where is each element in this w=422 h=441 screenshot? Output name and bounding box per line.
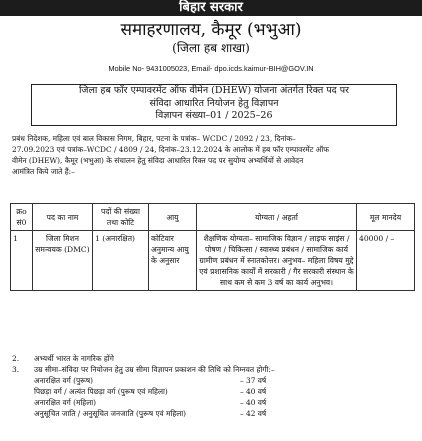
age-limit-row bbox=[12, 386, 412, 397]
table-header-row bbox=[11, 204, 415, 231]
header-count: पदों की संख्या तथा कोटि bbox=[93, 204, 149, 231]
header-post: पद का नाम bbox=[33, 204, 93, 231]
notice-line-1: जिला हब फॉर एम्पावरमेंट ऑफ वीमेन (DHEW) योजना अंतर्गत रिक्त पद पर bbox=[78, 85, 350, 96]
intro-paragraph bbox=[12, 133, 412, 177]
header-age: आयु bbox=[149, 204, 197, 231]
note-number: 2. bbox=[12, 354, 20, 363]
notice-box bbox=[31, 84, 397, 126]
intro-line: आमंत्रित किये जाते हैं:– bbox=[12, 167, 75, 176]
cell-post: जिला मिशन समन्वयक (DMC) bbox=[33, 231, 93, 291]
age-limit-category: अनुसूचित जाति / अनुसूचित जनजाति (पुरूष एवं महिला) bbox=[34, 409, 187, 418]
cell-serial: 1 bbox=[11, 231, 33, 291]
banner-text bbox=[0, 0, 422, 16]
cell-count: 1 (अनारक्षित) bbox=[93, 231, 149, 291]
contact-line: Mobile No- 9431005023, Email- dpo.icds.kaimur-BIH@GOV.IN bbox=[108, 64, 314, 73]
age-limit-value: – 40 वर्ष bbox=[240, 398, 267, 407]
age-limit-row bbox=[12, 397, 412, 408]
header-banner bbox=[0, 0, 422, 16]
age-limit-category: अनारक्षित वर्ग (महिला) bbox=[34, 398, 97, 407]
branch-subtitle: (जिला हब शाखा) bbox=[172, 41, 250, 55]
header-qualification: योग्यता / अहर्ता bbox=[197, 204, 357, 231]
vacancy-table bbox=[10, 203, 415, 291]
notice-line-2: संविदा आधारित नियोजन हेतु विज्ञापन bbox=[149, 97, 279, 109]
note-item bbox=[12, 353, 412, 364]
note-text: उम्र सीमा–संविदा पर नियोजन हेतु उम्र सीमा विज्ञापन प्रकाशन की तिथि को निम्नवत होगी:– bbox=[34, 365, 275, 374]
age-limit-category: पिछड़ा वर्ग / अत्यंत पिछड़ा वर्ग (पुरूष एवं महिला) bbox=[34, 387, 168, 396]
intro-line: 27.09.2023 एवं पत्रांक–WCDC / 4809 / 24, दिनांक–23.12.2024 के आलोक में हब फॉर एम्पावरमेंट ऑफ bbox=[12, 145, 330, 154]
notice-line-3: विज्ञापन संख्या–01 / 2025–26 bbox=[155, 110, 273, 121]
notes-section bbox=[12, 353, 412, 419]
age-limit-category: अनारक्षित वर्ग (पुरूष) bbox=[34, 376, 94, 385]
note-number: 3. bbox=[12, 365, 20, 374]
intro-line: वीमेन (DHEW), कैमूर (भभुआ) के संचालन हेतु संविदा आधारित रिक्त पद पर सुयोग्य अभ्यर्थियों से आवेदन bbox=[12, 156, 304, 165]
banner-title: बिहार सरकार bbox=[179, 0, 243, 15]
age-limit-value: – 37 वर्ष bbox=[240, 376, 267, 385]
age-limit-value: – 42 वर्ष bbox=[240, 409, 267, 418]
note-text: अभ्यर्थी भारत के नागरिक होंगे bbox=[34, 354, 114, 363]
cell-qualification: शैक्षणिक योग्यता– सामाजिक विज्ञान / लाइफ साइंस / पोषण / चिकित्सा / स्वास्थ्य प्रबंधन / सामाजिक कार्य ग्रामीण प्रबंधन में स्नातकोत्तर। अनुभव– महिला विषय मुद्दे एवं प्रशासनिक कार्यों में सरकारी / गैर सरकारी संस्थान के साथ कम से कम 3 वर्ष का कार्य अनुभव। bbox=[197, 231, 357, 291]
header-salary: मूल मानदेय bbox=[357, 204, 415, 231]
age-limit-row bbox=[12, 375, 412, 386]
cell-age: कोटिवार अनुमान्य आयु के अनुसार bbox=[149, 231, 197, 291]
cell-salary: 40000 / – bbox=[357, 231, 415, 291]
intro-line: प्रबंध निदेशक, महिला एवं बाल विकास निगम, बिहार, पटना के पत्रांक– WCDC / 2092 / 23, दिनांक– bbox=[12, 134, 296, 143]
table-row bbox=[11, 231, 415, 291]
age-limit-row bbox=[12, 408, 412, 419]
note-item bbox=[12, 364, 412, 375]
header-serial: क्रo सं0 bbox=[11, 204, 33, 231]
office-title: समाहरणालय, कैमूर (भभुआ) bbox=[120, 20, 302, 40]
age-limit-value: – 40 वर्ष bbox=[240, 387, 267, 396]
